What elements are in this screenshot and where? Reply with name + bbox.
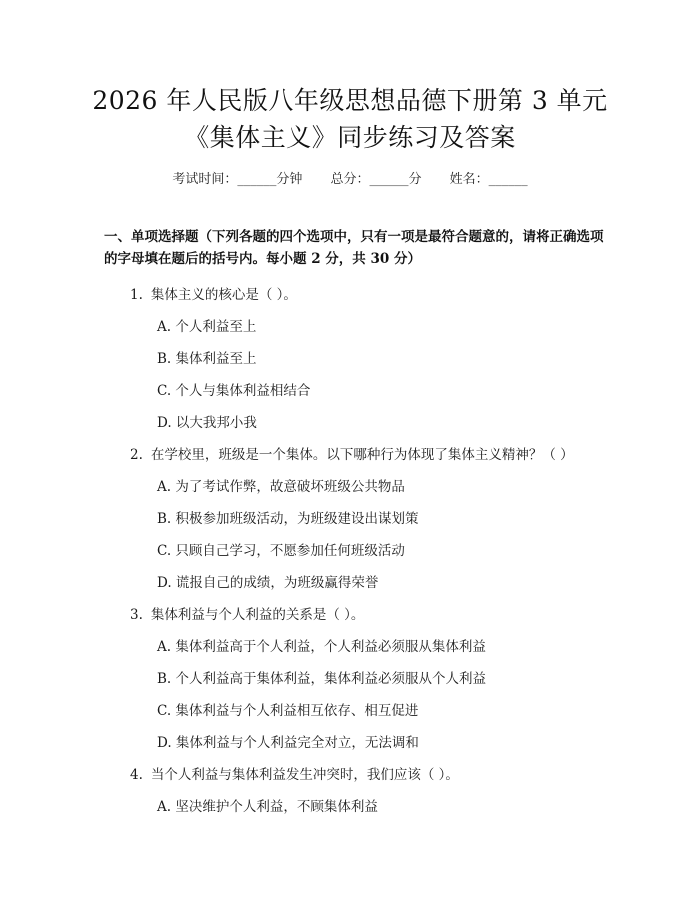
question-1-option-a: A. 个人利益至上 bbox=[157, 319, 257, 335]
question-2-option-a: A. 为了考试作弊，故意破坏班级公共物品 bbox=[157, 479, 405, 495]
question-2-option-b: B. 积极参加班级活动，为班级建设出谋划策 bbox=[157, 511, 419, 527]
question-1-option-d: D. 以大我邦小我 bbox=[157, 415, 257, 431]
document-title-line1: 2026 年人民版八年级思想品德下册第 3 单元 bbox=[92, 86, 608, 115]
document-title-line2: 《集体主义》同步练习及答案 bbox=[184, 123, 516, 152]
question-2-option-d: D. 谎报自己的成绩，为班级赢得荣誉 bbox=[157, 575, 379, 591]
question-3-option-d: D. 集体利益与个人利益完全对立，无法调和 bbox=[157, 735, 419, 751]
question-text: 集体利益与个人利益的关系是（ ）。 bbox=[150, 607, 365, 623]
question-1 bbox=[130, 283, 297, 303]
question-2 bbox=[130, 443, 574, 463]
question-text: 当个人利益与集体利益发生冲突时，我们应该（ ）。 bbox=[150, 767, 459, 783]
question-number: 1. bbox=[130, 287, 143, 303]
question-number: 2. bbox=[130, 447, 143, 463]
exam-meta bbox=[0, 168, 700, 187]
question-4-option-a: A. 坚决维护个人利益，不顾集体利益 bbox=[157, 799, 378, 815]
question-3-option-a: A. 集体利益高于个人利益，个人利益必须服从集体利益 bbox=[157, 639, 486, 655]
student-name-field: 姓名：______ bbox=[449, 172, 528, 187]
question-4 bbox=[130, 763, 459, 783]
question-text: 集体主义的核心是（ ）。 bbox=[150, 287, 297, 303]
question-number: 4. bbox=[130, 767, 143, 783]
question-1-option-c: C. 个人与集体利益相结合 bbox=[157, 383, 311, 399]
question-2-option-c: C. 只顾自己学习，不愿参加任何班级活动 bbox=[157, 543, 405, 559]
question-3-option-c: C. 集体利益与个人利益相互依存、相互促进 bbox=[157, 703, 419, 719]
question-3 bbox=[130, 603, 364, 623]
question-1-option-b: B. 集体利益至上 bbox=[157, 351, 257, 367]
question-number: 3. bbox=[130, 607, 143, 623]
question-text: 在学校里，班级是一个集体。以下哪种行为体现了集体主义精神？（ ） bbox=[150, 447, 574, 463]
question-3-option-b: B. 个人利益高于集体利益，集体利益必须服从个人利益 bbox=[157, 671, 487, 687]
section-heading: 一、单项选择题（下列各题的四个选项中，只有一项是最符合题意的，请将正确选项的字母填在题后的括号内。每小题 2 分，共 30 分） bbox=[104, 229, 604, 267]
exam-time-field: 考试时间：______分钟 bbox=[172, 172, 303, 187]
total-score-field: 总分：______分 bbox=[330, 172, 422, 187]
